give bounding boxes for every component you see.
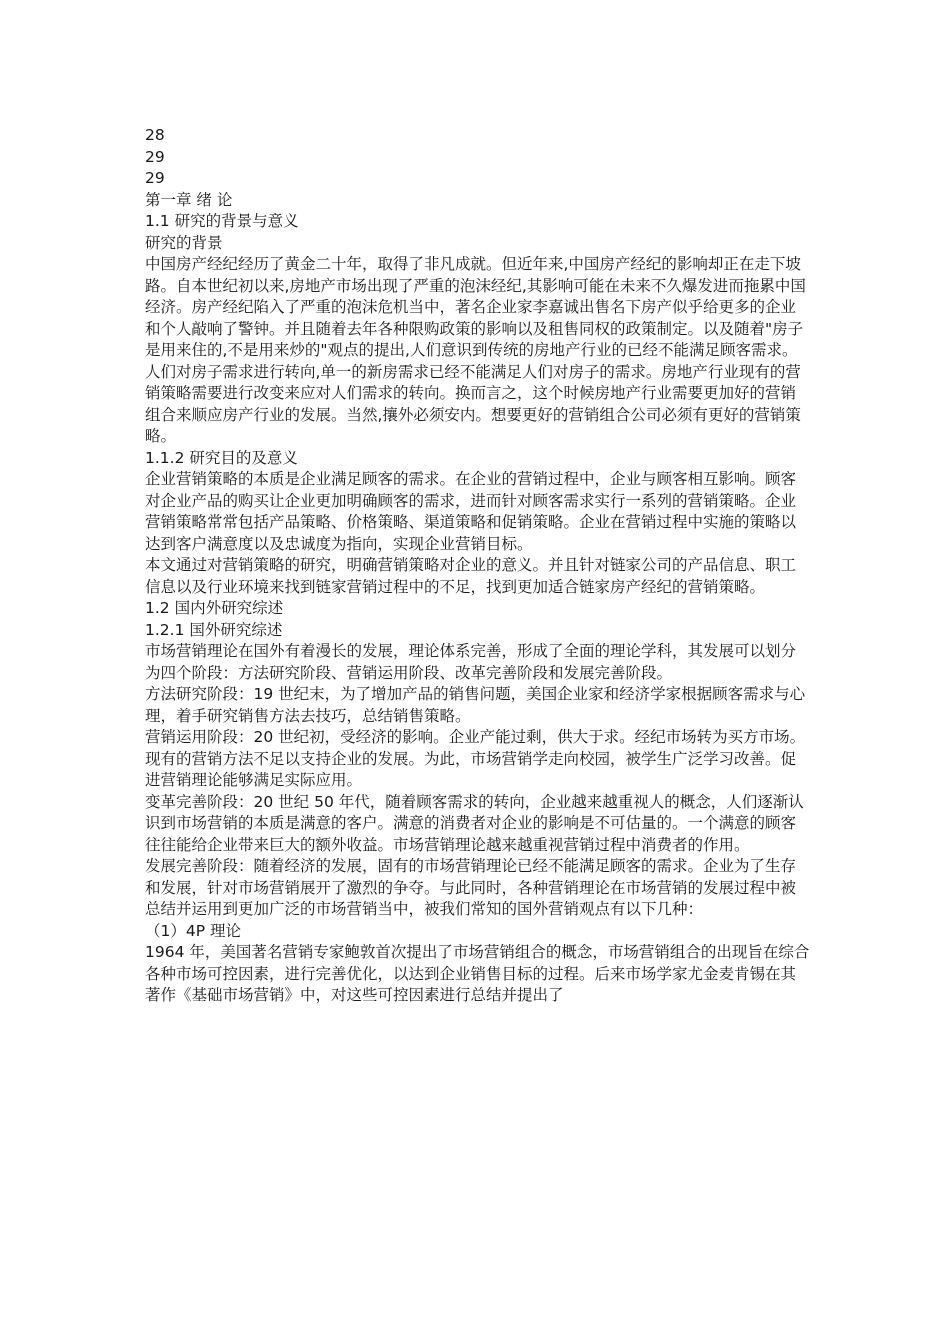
body-paragraph: 变革完善阶段：20 世纪 50 年代，随着顾客需求的转向，企业越来越重视人的概念，人们逐渐认识到市场营销的本质是满意的客户。满意的消费者对企业的影响是不可估量的。一个满意的顾客往往能给企业带来巨大的额外收益。市场营销理论越来越重视营销过程中消费者的作用。 bbox=[145, 792, 804, 854]
body-paragraph: 方法研究阶段：19 世纪末，为了增加产品的销售问题，美国企业家和经济学家根据顾客需求与心理，着手研究销售方法去技巧，总结销售策略。 bbox=[145, 685, 806, 725]
body-paragraph: 市场营销理论在国外有着漫长的发展，理论体系完善，形成了全面的理论学科，其发展可以划分为四个阶段：方法研究阶段、营销运用阶段、改革完善阶段和发展完善阶段。 bbox=[145, 642, 797, 682]
section-heading: 1.1 研究的背景与意义 bbox=[145, 212, 299, 230]
body-paragraph: 中国房产经纪经历了黄金二十年，取得了非凡成就。但近年来,中国房产经纪的影响却正在走下坡路。自本世纪初以来,房地产市场出现了严重的泡沫经纪,其影响可能在未来不久爆发进而拖累中国经济。房产经纪陷入了严重的泡沫危机当中，著名企业家李嘉诚出售名下房产似乎给更多的企业和个人敲响了警钟。并且随着去年各种限购政策的影响以及租售同权的政策制定。以及随着"房子是用来住的,不是用来炒的"观点的提出,人们意识到传统的房地产行业的已经不能满足顾客需求。人们对房子需求进行转向,单一的新房需求已经不能满足人们对房子的需求。房地产行业现有的营销策略需要进行改变来应对人们需求的转向。换而言之，这个时候房地产行业需要更加好的营销组合来顺应房产行业的发展。当然,攘外必须安内。想要更好的营销组合公司必须有更好的营销策略。 bbox=[145, 255, 806, 445]
toc-page-number: 29 bbox=[145, 169, 165, 187]
body-paragraph: 企业营销策略的本质是企业满足顾客的需求。在企业的营销过程中，企业与顾客相互影响。顾客对企业产品的购买让企业更加明确顾客的需求，进而针对顾客需求实行一系列的营销策略。企业营销策略常常包括产品策略、价格策略、渠道策略和促销策略。企业在营销过程中实施的策略以达到客户满意度以及忠诚度为指向，实现企业营销目标。 bbox=[145, 470, 797, 553]
body-paragraph: 发展完善阶段：随着经济的发展，固有的市场营销理论已经不能满足顾客的需求。企业为了生存和发展，针对市场营销展开了激烈的争夺。与此同时，各种营销理论在市场营销的发展过程中被总结并运用到更加广泛的市场营销当中，被我们常知的国外营销观点有以下几种： bbox=[145, 857, 797, 918]
body-paragraph: 营销运用阶段：20 世纪初，受经济的影响。企业产能过剩，供大于求。经纪市场转为买方市场。现有的营销方法不足以支持企业的发展。为此，市场营销学走向校园，被学生广泛学习改善。促进营销理论能够满足实际应用。 bbox=[145, 728, 806, 789]
toc-page-number: 28 bbox=[145, 126, 165, 144]
chapter-title: 第一章 绪 论 bbox=[145, 190, 233, 209]
list-item-heading: （1）4P 理论 bbox=[145, 921, 241, 940]
section-heading: 1.2 国内外研究综述 bbox=[145, 599, 284, 617]
toc-page-number: 29 bbox=[145, 147, 165, 166]
subsection-heading: 1.1.2 研究目的及意义 bbox=[145, 448, 298, 467]
document-page bbox=[145, 125, 810, 1007]
body-paragraph: 1964 年，美国著名营销专家鲍敦首次提出了市场营销组合的概念，市场营销组合的出现旨在综合各种市场可控因素，进行完善优化，以达到企业销售目标的过程。后来市场学家尤金麦肯锡在其著作《基础市场营销》中，对这些可控因素进行总结并提出了 bbox=[145, 943, 810, 1004]
body-paragraph: 本文通过对营销策略的研究，明确营销策略对企业的意义。并且针对链家公司的产品信息、职工信息以及行业环境来找到链家营销过程中的不足，找到更加适合链家房产经纪的营销策略。 bbox=[145, 556, 797, 596]
subsection-heading: 研究的背景 bbox=[145, 233, 223, 252]
subsection-heading: 1.2.1 国外研究综述 bbox=[145, 620, 283, 639]
